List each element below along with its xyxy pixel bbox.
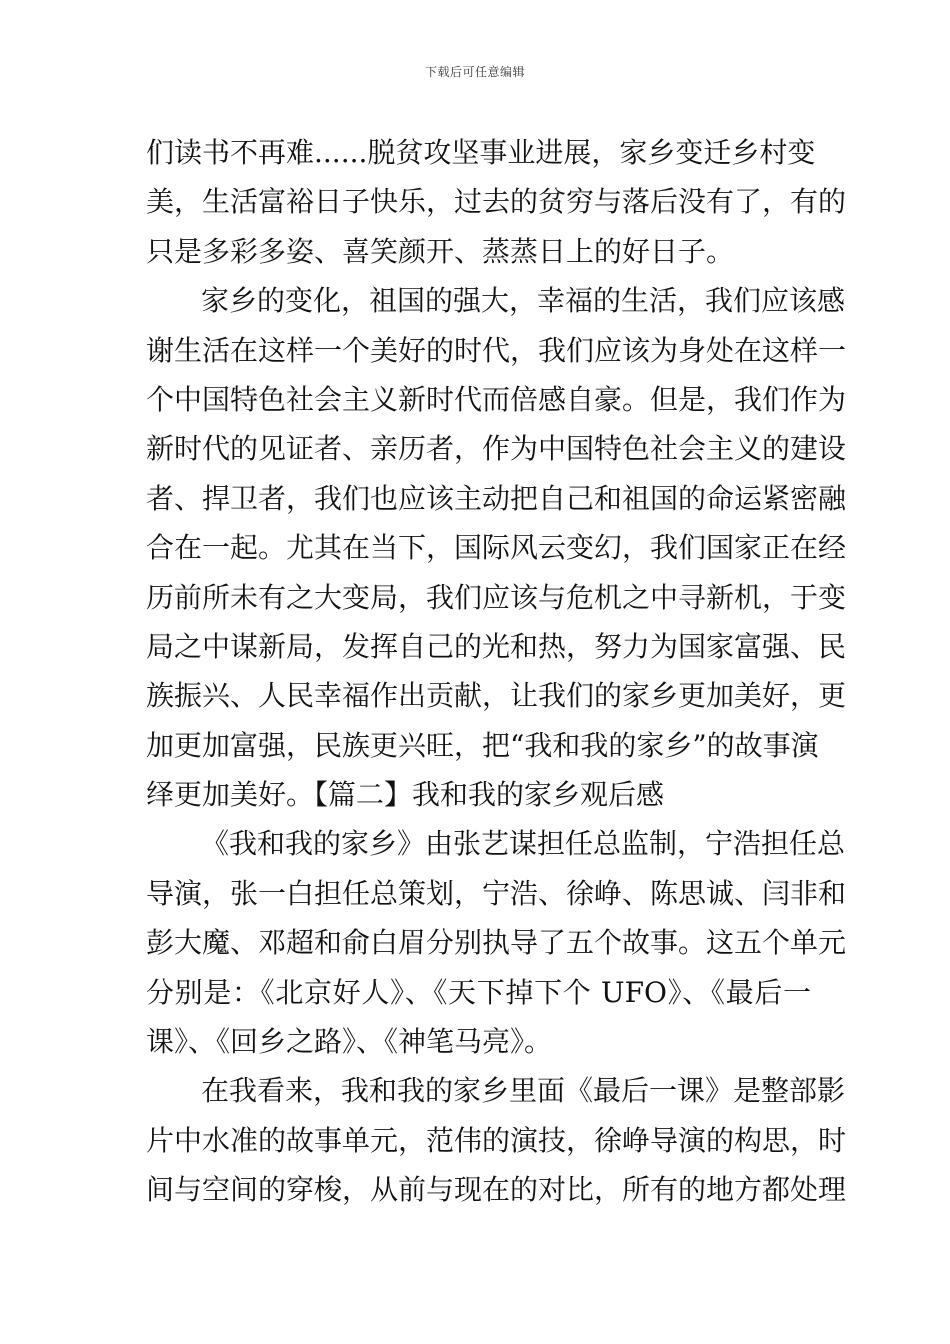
paragraph	[146, 276, 847, 819]
text-line: 绎更加美好。【篇二】我和我的家乡观后感	[146, 778, 665, 812]
text-line: 谢生活在这样一个美好的时代，我们应该为身处在这样一	[146, 333, 847, 367]
paragraph	[146, 819, 847, 1066]
text-line: 个中国特色社会主义新时代而倍感自豪。但是，我们作为	[146, 382, 847, 416]
text-line: 在我看来，我和我的家乡里面《最后一课》是整部影	[201, 1074, 846, 1108]
text-line: 族振兴、人民幸福作出贡献，让我们的家乡更加美好，更	[146, 679, 847, 713]
text-line: 局之中谋新局，发挥自己的光和热，努力为国家富强、民	[146, 629, 847, 663]
text-line: 间与空间的穿梭，从前与现在的对比，所有的地方都处理	[146, 1173, 847, 1207]
paragraph	[146, 128, 847, 276]
text-line: 彭大魔、邓超和俞白眉分别执导了五个故事。这五个单元	[146, 926, 847, 960]
text-line: 课》、《回乡之路》、《神笔马亮》。	[146, 1025, 553, 1059]
text-line: 合在一起。尤其在当下，国际风云变幻，我们国家正在经	[146, 531, 847, 565]
text-line: 只是多彩多姿、喜笑颜开、蒸蒸日上的好日子。	[146, 234, 735, 268]
text-line: 家乡的变化，祖国的强大，幸福的生活，我们应该感	[201, 284, 846, 318]
text-line: 们读书不再难......脱贫攻坚事业进展，家乡变迁乡村变	[146, 136, 816, 169]
text-line: 美，生活富裕日子快乐，过去的贫穷与落后没有了，有的	[146, 185, 847, 219]
paragraph	[146, 1066, 847, 1214]
text-line: 分别是：《北京好人》、《天下掉下个 UFO》、《最后一	[146, 975, 811, 1009]
text-line: 片中水准的故事单元，范伟的演技，徐峥导演的构思，时	[146, 1123, 847, 1157]
text-line: 《我和我的家乡》由张艺谋担任总监制，宁浩担任总	[201, 827, 846, 861]
text-line: 新时代的见证者、亲历者，作为中国特色社会主义的建设	[146, 432, 847, 466]
text-line: 历前所未有之大变局，我们应该与危机之中寻新机，于变	[146, 580, 847, 614]
page-header: 下载后可任意编辑	[424, 65, 525, 79]
text-line: 者、捍卫者，我们也应该主动把自己和祖国的命运紧密融	[146, 481, 847, 515]
document-body	[146, 128, 847, 1215]
text-line: 加更加富强，民族更兴旺，把“我和我的家乡”的故事演	[146, 728, 819, 762]
text-line: 导演，张一白担任总策划，宁浩、徐峥、陈思诚、闫非和	[146, 876, 847, 910]
